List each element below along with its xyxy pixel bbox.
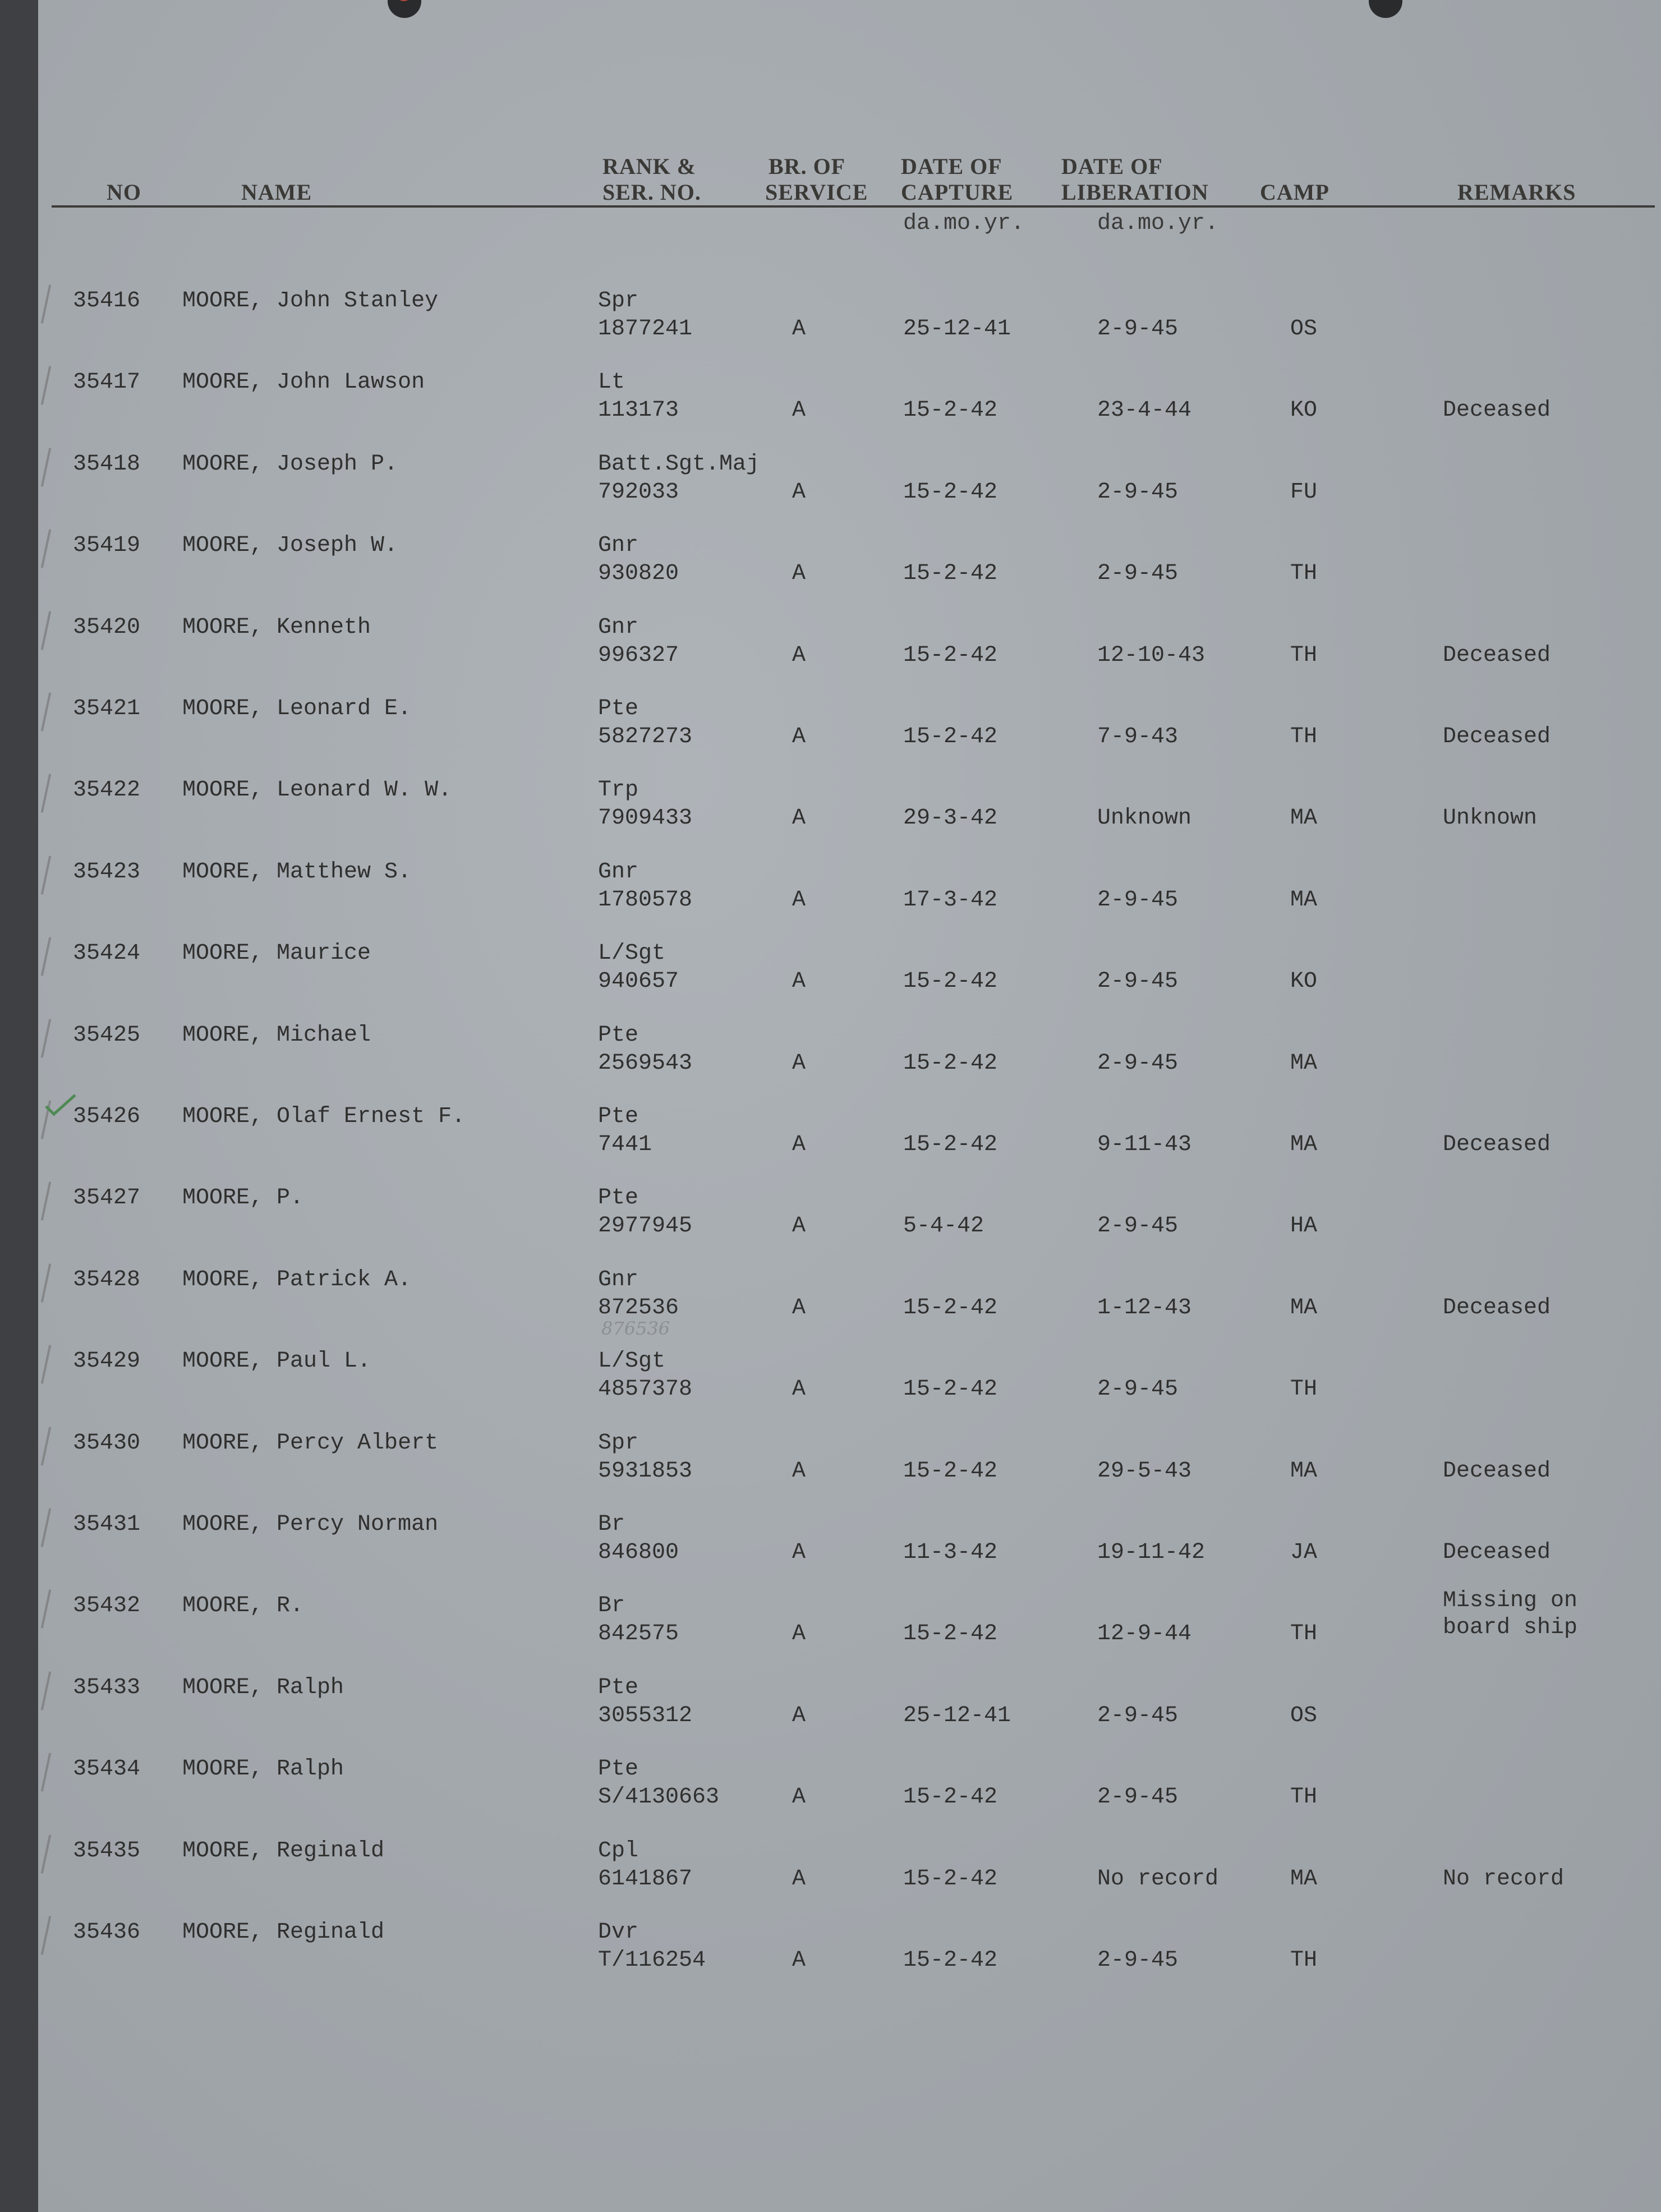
record-branch: A: [792, 1377, 806, 1402]
green-check-icon: [44, 1092, 77, 1120]
record-name: MOORE, Reginald: [182, 1838, 385, 1864]
table-row: [0, 1184, 1661, 1263]
record-serial-number: 4857378: [598, 1377, 693, 1402]
record-rank: Spr: [598, 288, 639, 314]
record-liberation-date: Unknown: [1097, 806, 1192, 831]
table-row: [0, 695, 1661, 774]
record-remarks: Missing on board ship: [1443, 1588, 1578, 1641]
record-camp: MA: [1290, 1866, 1318, 1892]
header-camp: CAMP: [1260, 180, 1329, 205]
record-branch: A: [792, 1132, 806, 1157]
record-serial-number: 6141867: [598, 1866, 693, 1892]
record-name: MOORE, John Lawson: [182, 370, 425, 396]
record-number: 35436: [73, 1920, 141, 1945]
record-branch: A: [792, 969, 806, 995]
record-remarks: Deceased: [1443, 1540, 1551, 1565]
record-capture-date: 15-2-42: [903, 1295, 998, 1321]
record-liberation-date: 19-11-42: [1097, 1540, 1206, 1565]
record-rank: Br: [598, 1593, 625, 1619]
record-capture-date: 15-2-42: [903, 1785, 998, 1810]
record-number: 35434: [73, 1756, 141, 1782]
record-number: 35420: [73, 614, 141, 640]
record-branch: A: [792, 887, 806, 913]
pencil-tick-mark: [41, 1263, 51, 1302]
record-branch: A: [792, 398, 806, 424]
record-name: MOORE, Maurice: [182, 941, 371, 967]
record-serial-number: 846800: [598, 1540, 679, 1565]
record-capture-date: 5-4-42: [903, 1213, 984, 1239]
record-name: MOORE, Kenneth: [182, 614, 371, 640]
record-remarks: No record: [1443, 1866, 1565, 1892]
record-branch: A: [792, 1458, 806, 1484]
record-name: MOORE, Patrick A.: [182, 1267, 412, 1293]
record-branch: A: [792, 1866, 806, 1892]
record-remarks: Deceased: [1443, 398, 1551, 424]
record-camp: MA: [1290, 806, 1318, 831]
record-number: 35423: [73, 859, 141, 885]
record-rank: L/Sgt: [598, 941, 666, 967]
record-rank: Dvr: [598, 1920, 639, 1945]
record-number: 35419: [73, 533, 141, 559]
record-name: MOORE, Paul L.: [182, 1349, 371, 1374]
record-name: MOORE, Joseph P.: [182, 451, 398, 477]
table-row: [0, 369, 1661, 447]
record-rank: Batt.Sgt.Maj: [598, 451, 760, 477]
record-camp: TH: [1290, 642, 1318, 668]
record-number: 35416: [73, 288, 141, 314]
record-number: 35431: [73, 1512, 141, 1537]
record-liberation-date: 2-9-45: [1097, 1377, 1179, 1402]
record-capture-date: 15-2-42: [903, 724, 998, 749]
record-camp: OS: [1290, 1703, 1318, 1728]
record-serial-number: S/4130663: [598, 1785, 720, 1810]
record-remarks: Deceased: [1443, 724, 1551, 749]
table-row: [0, 450, 1661, 529]
serial-correction-note: 876536: [601, 1317, 670, 1339]
record-remarks: Deceased: [1443, 1458, 1551, 1484]
table-row: [0, 1755, 1661, 1834]
record-liberation-date: 2-9-45: [1097, 969, 1179, 995]
record-liberation-date: 2-9-45: [1097, 1213, 1179, 1239]
pencil-tick-mark: [41, 530, 51, 568]
table-row: [0, 940, 1661, 1018]
record-rank: Spr: [598, 1430, 639, 1456]
record-capture-date: 15-2-42: [903, 561, 998, 587]
pencil-tick-mark: [41, 1508, 51, 1547]
pencil-tick-mark: [41, 1590, 51, 1629]
record-liberation-date: 2-9-45: [1097, 316, 1179, 342]
record-branch: A: [792, 806, 806, 831]
table-row: [0, 1266, 1661, 1345]
record-liberation-date: 2-9-45: [1097, 1785, 1179, 1810]
record-liberation-date: 2-9-45: [1097, 561, 1179, 587]
record-camp: OS: [1290, 316, 1318, 342]
record-serial-number: 872536: [598, 1295, 679, 1321]
record-branch: A: [792, 479, 806, 505]
pencil-tick-mark: [41, 284, 51, 323]
record-name: MOORE, Michael: [182, 1022, 371, 1048]
record-serial-number: 1877241: [598, 316, 693, 342]
table-row: [0, 1837, 1661, 1916]
record-capture-date: 15-2-42: [903, 479, 998, 505]
record-camp: MA: [1290, 1458, 1318, 1484]
record-rank: Pte: [598, 696, 639, 721]
pencil-tick-mark: [41, 1427, 51, 1465]
record-rank: Gnr: [598, 614, 639, 640]
record-remarks: Deceased: [1443, 1295, 1551, 1321]
table-row: [0, 858, 1661, 937]
record-liberation-date: 12-9-44: [1097, 1621, 1192, 1647]
record-camp: MA: [1290, 887, 1318, 913]
table-row: [0, 1588, 1661, 1671]
record-rank: Cpl: [598, 1838, 639, 1864]
record-serial-number: 3055312: [598, 1703, 693, 1728]
record-branch: A: [792, 1703, 806, 1728]
record-capture-date: 15-2-42: [903, 398, 998, 424]
record-name: MOORE, Matthew S.: [182, 859, 412, 885]
header-rank-line2: SER. NO.: [602, 180, 701, 205]
record-number: 35432: [73, 1593, 141, 1619]
liberation-date-format: da.mo.yr.: [1097, 211, 1219, 236]
record-rank: Lt: [598, 370, 625, 396]
pencil-tick-mark: [41, 1834, 51, 1873]
record-liberation-date: 2-9-45: [1097, 1948, 1179, 1973]
record-capture-date: 15-2-42: [903, 969, 998, 995]
record-camp: TH: [1290, 1948, 1318, 1973]
record-name: MOORE, Leonard E.: [182, 696, 412, 721]
table-row: [0, 1348, 1661, 1426]
record-capture-date: 15-2-42: [903, 1948, 998, 1973]
pencil-tick-mark: [41, 1019, 51, 1057]
record-name: MOORE, Joseph W.: [182, 533, 398, 559]
record-camp: MA: [1290, 1132, 1318, 1157]
table-row: [0, 1511, 1661, 1589]
record-name: MOORE, John Stanley: [182, 288, 439, 314]
record-name: MOORE, P.: [182, 1185, 304, 1211]
record-liberation-date: 23-4-44: [1097, 398, 1192, 424]
record-number: 35421: [73, 696, 141, 721]
record-name: MOORE, Reginald: [182, 1920, 385, 1945]
record-number: 35422: [73, 778, 141, 803]
header-liberation-line1: DATE OF: [1061, 154, 1163, 179]
record-capture-date: 15-2-42: [903, 1621, 998, 1647]
record-capture-date: 25-12-41: [903, 1703, 1011, 1728]
pencil-tick-mark: [41, 856, 51, 894]
record-name: MOORE, Percy Norman: [182, 1512, 439, 1537]
record-number: 35427: [73, 1185, 141, 1211]
pencil-tick-mark: [41, 937, 51, 976]
record-serial-number: 792033: [598, 479, 679, 505]
record-capture-date: 29-3-42: [903, 806, 998, 831]
record-branch: A: [792, 1540, 806, 1565]
header-br-line1: BR. OF: [769, 154, 846, 179]
record-camp: KO: [1290, 969, 1318, 995]
header-rank-line1: RANK &: [602, 154, 697, 179]
header-br-line2: SERVICE: [765, 180, 868, 205]
record-number: 35426: [73, 1104, 141, 1129]
pencil-tick-mark: [41, 1916, 51, 1955]
record-branch: A: [792, 1050, 806, 1076]
header-capture-line2: CAPTURE: [901, 180, 1014, 205]
table-row: [0, 287, 1661, 366]
record-rank: Pte: [598, 1756, 639, 1782]
record-name: MOORE, Ralph: [182, 1675, 344, 1700]
record-liberation-date: No record: [1097, 1866, 1219, 1892]
punch-hole-right: [1369, 0, 1402, 18]
record-branch: A: [792, 1295, 806, 1321]
record-rank: Trp: [598, 778, 639, 803]
record-branch: A: [792, 1621, 806, 1647]
record-name: MOORE, Olaf Ernest F.: [182, 1104, 466, 1129]
pencil-tick-mark: [41, 611, 51, 650]
capture-date-format: da.mo.yr.: [903, 211, 1025, 236]
record-branch: A: [792, 724, 806, 749]
record-rank: Pte: [598, 1104, 639, 1129]
record-branch: A: [792, 1213, 806, 1239]
header-capture-line1: DATE OF: [901, 154, 1002, 179]
record-capture-date: 15-2-42: [903, 1132, 998, 1157]
record-camp: MA: [1290, 1050, 1318, 1076]
record-camp: JA: [1290, 1540, 1318, 1565]
record-camp: TH: [1290, 561, 1318, 587]
record-rank: Pte: [598, 1675, 639, 1700]
record-rank: Gnr: [598, 859, 639, 885]
record-serial-number: T/116254: [598, 1948, 706, 1973]
record-serial-number: 7441: [598, 1132, 652, 1157]
record-capture-date: 15-2-42: [903, 1458, 998, 1484]
record-name: MOORE, Percy Albert: [182, 1430, 439, 1456]
record-capture-date: 15-2-42: [903, 1050, 998, 1076]
record-serial-number: 5827273: [598, 724, 693, 749]
record-serial-number: 2977945: [598, 1213, 693, 1239]
record-camp: MA: [1290, 1295, 1318, 1321]
punch-hole-left: [388, 0, 421, 18]
table-row: [0, 1674, 1661, 1753]
record-camp: KO: [1290, 398, 1318, 424]
record-camp: HA: [1290, 1213, 1318, 1239]
header-rule: [52, 205, 1655, 208]
record-number: 35418: [73, 451, 141, 477]
pencil-tick-mark: [41, 774, 51, 813]
record-serial-number: 5931853: [598, 1458, 693, 1484]
pencil-tick-mark: [41, 448, 51, 486]
record-serial-number: 930820: [598, 561, 679, 587]
table-row: [0, 1103, 1661, 1181]
record-rank: Pte: [598, 1022, 639, 1048]
record-remarks: Unknown: [1443, 806, 1538, 831]
table-row: [0, 1919, 1661, 1997]
record-serial-number: 996327: [598, 642, 679, 668]
header-no: NO: [107, 180, 141, 205]
record-branch: A: [792, 1785, 806, 1810]
record-name: MOORE, R.: [182, 1593, 304, 1619]
header-liberation-line2: LIBERATION: [1061, 180, 1209, 205]
record-capture-date: 15-2-42: [903, 1866, 998, 1892]
record-branch: A: [792, 1948, 806, 1973]
record-liberation-date: 2-9-45: [1097, 1703, 1179, 1728]
record-camp: TH: [1290, 724, 1318, 749]
record-capture-date: 25-12-41: [903, 316, 1011, 342]
table-row: [0, 614, 1661, 692]
record-liberation-date: 2-9-45: [1097, 1050, 1179, 1076]
header-remarks: REMARKS: [1457, 180, 1576, 205]
pencil-tick-mark: [41, 1671, 51, 1710]
record-serial-number: 7909433: [598, 806, 693, 831]
record-number: 35430: [73, 1430, 141, 1456]
record-number: 35424: [73, 941, 141, 967]
record-camp: TH: [1290, 1377, 1318, 1402]
table-row: [0, 776, 1661, 855]
pencil-tick-mark: [41, 366, 51, 405]
pencil-tick-mark: [41, 1345, 51, 1384]
record-rank: Br: [598, 1512, 625, 1537]
record-name: MOORE, Leonard W. W.: [182, 778, 452, 803]
table-row: [0, 1429, 1661, 1508]
table-row: [0, 532, 1661, 610]
record-branch: A: [792, 642, 806, 668]
record-liberation-date: 2-9-45: [1097, 887, 1179, 913]
record-branch: A: [792, 316, 806, 342]
record-rank: L/Sgt: [598, 1349, 666, 1374]
record-number: 35425: [73, 1022, 141, 1048]
header-name: NAME: [241, 180, 312, 205]
record-serial-number: 1780578: [598, 887, 693, 913]
record-remarks: Deceased: [1443, 642, 1551, 668]
record-serial-number: 940657: [598, 969, 679, 995]
record-remarks: Deceased: [1443, 1132, 1551, 1157]
record-branch: A: [792, 561, 806, 587]
record-camp: TH: [1290, 1785, 1318, 1810]
record-number: 35417: [73, 370, 141, 396]
record-rank: Gnr: [598, 533, 639, 559]
record-capture-date: 15-2-42: [903, 1377, 998, 1402]
record-capture-date: 15-2-42: [903, 642, 998, 668]
record-serial-number: 113173: [598, 398, 679, 424]
record-liberation-date: 29-5-43: [1097, 1458, 1192, 1484]
record-liberation-date: 12-10-43: [1097, 642, 1206, 668]
record-liberation-date: 7-9-43: [1097, 724, 1179, 749]
record-serial-number: 2569543: [598, 1050, 693, 1076]
record-rank: Gnr: [598, 1267, 639, 1293]
record-name: MOORE, Ralph: [182, 1756, 344, 1782]
table-row: [0, 1022, 1661, 1100]
record-capture-date: 11-3-42: [903, 1540, 998, 1565]
pencil-tick-mark: [41, 1753, 51, 1792]
record-camp: FU: [1290, 479, 1318, 505]
record-liberation-date: 1-12-43: [1097, 1295, 1192, 1321]
pencil-tick-mark: [41, 692, 51, 731]
record-number: 35433: [73, 1675, 141, 1700]
record-rank: Pte: [598, 1185, 639, 1211]
record-liberation-date: 9-11-43: [1097, 1132, 1192, 1157]
record-camp: TH: [1290, 1621, 1318, 1647]
record-number: 35429: [73, 1349, 141, 1374]
record-number: 35435: [73, 1838, 141, 1864]
pencil-tick-mark: [41, 1182, 51, 1221]
record-capture-date: 17-3-42: [903, 887, 998, 913]
record-serial-number: 842575: [598, 1621, 679, 1647]
record-liberation-date: 2-9-45: [1097, 479, 1179, 505]
record-number: 35428: [73, 1267, 141, 1293]
